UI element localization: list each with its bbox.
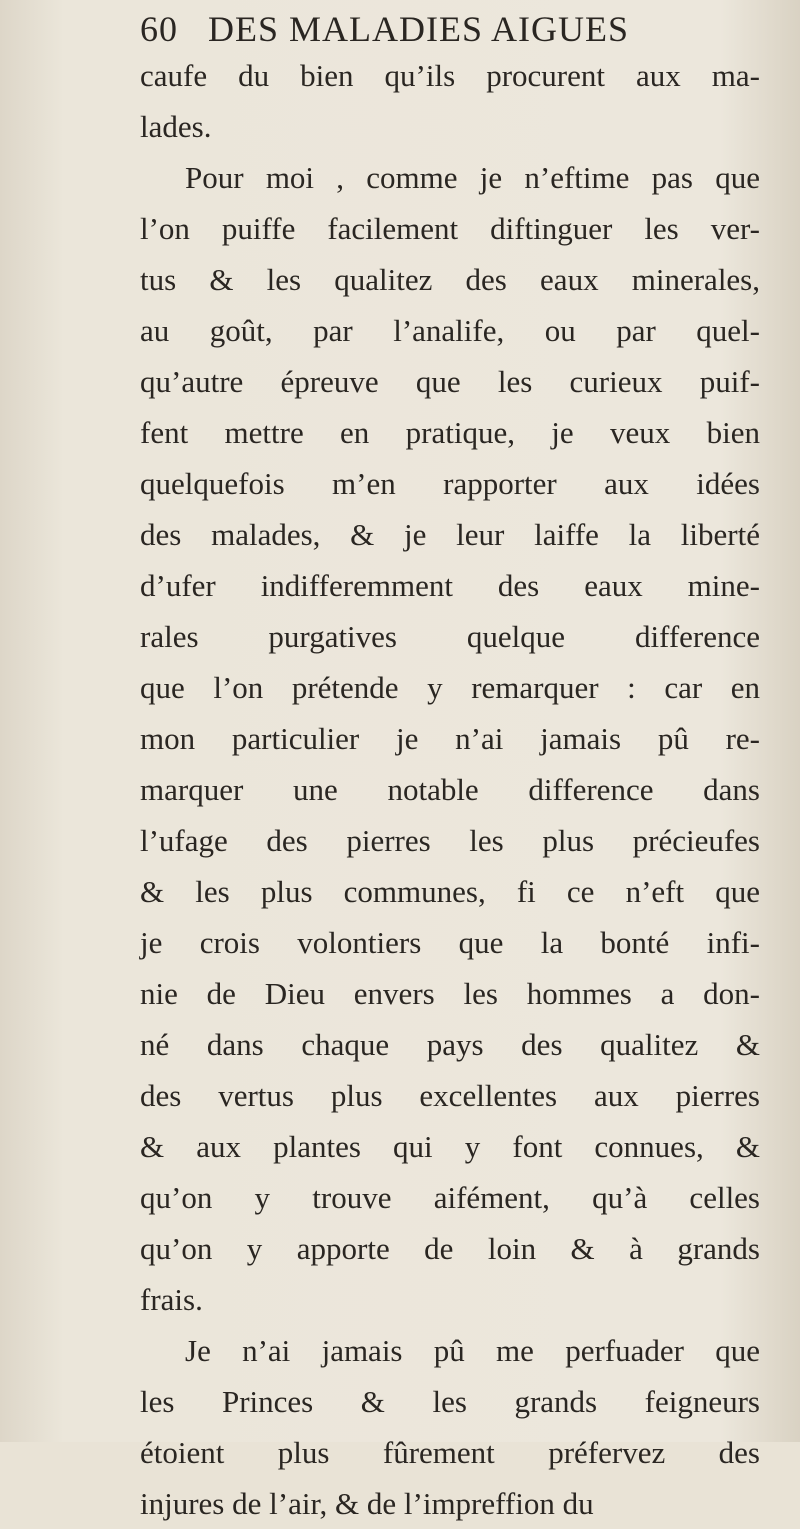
text-line: mon particulier je n’ai jamais pû re-: [140, 721, 760, 756]
body-text: [140, 50, 760, 1529]
text-line: nie de Dieu envers les hommes a don-: [140, 976, 760, 1011]
page-number: 60: [140, 9, 178, 49]
text-line: tus & les qualitez des eaux minerales,: [140, 262, 760, 297]
text-line: que l’on prétende y remarquer : car en: [140, 670, 760, 705]
page-header: [140, 8, 629, 50]
text-line: étoient plus fûrement préfervez des: [140, 1435, 760, 1470]
text-line: les Princes & les grands feigneurs: [140, 1384, 760, 1419]
text-line: lades.: [140, 109, 212, 144]
text-line: marquer une notable difference dans: [140, 772, 760, 807]
text-line: & les plus communes, fi ce n’eft que: [140, 874, 760, 909]
text-line: caufe du bien qu’ils procurent aux ma-: [140, 58, 760, 93]
text-line: qu’autre épreuve que les curieux puif-: [140, 364, 760, 399]
text-line: & aux plantes qui y font connues, &: [140, 1129, 760, 1164]
text-line: qu’on y trouve aifément, qu’à celles: [140, 1180, 760, 1215]
text-line: qu’on y apporte de loin & à grands: [140, 1231, 760, 1266]
text-line: Je n’ai jamais pû me perfuader que: [185, 1333, 760, 1368]
text-line: frais.: [140, 1282, 203, 1317]
text-line: l’on puiffe facilement diftinguer les ver-: [140, 211, 760, 246]
text-line: Pour moi , comme je n’eftime pas que: [185, 160, 760, 195]
text-line: fent mettre en pratique, je veux bien: [140, 415, 760, 450]
text-line: injures de l’air, & de l’impreffion du: [140, 1486, 594, 1521]
text-line: l’ufage des pierres les plus précieufes: [140, 823, 760, 858]
text-line: des malades, & je leur laiffe la liberté: [140, 517, 760, 552]
text-line: quelquefois m’en rapporter aux idées: [140, 466, 760, 501]
text-line: je crois volontiers que la bonté infi-: [140, 925, 760, 960]
text-line: des vertus plus excellentes aux pierres: [140, 1078, 760, 1113]
text-line: né dans chaque pays des qualitez &: [140, 1027, 760, 1062]
text-line: d’ufer indifferemment des eaux mine-: [140, 568, 760, 603]
text-line: au goût, par l’analife, ou par quel-: [140, 313, 760, 348]
text-line: rales purgatives quelque difference: [140, 619, 760, 654]
running-title: DES MALADIES AIGUES: [208, 9, 630, 49]
